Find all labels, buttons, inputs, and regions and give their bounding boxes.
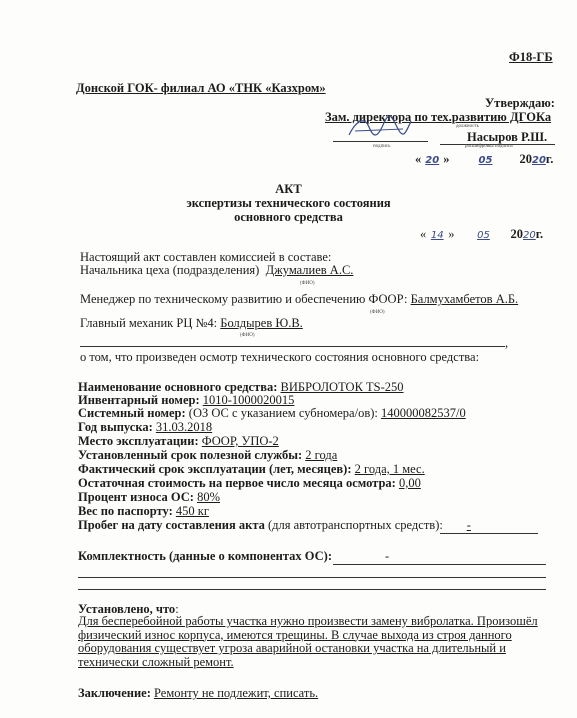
commission-member-3: Главный механик РЦ №4: Болдырев Ю.В. <box>80 316 303 330</box>
commission-member-1-caption: (ФИО) <box>300 281 315 286</box>
act-date-year-prefix: 20 <box>510 227 523 241</box>
approval-date-year-prefix: 20 <box>519 152 532 166</box>
asset-residual-row: Остаточная стоимость на первое число месяца осмотра: 0,00 <box>78 476 421 490</box>
act-date: « 14 » 05 2020г. <box>420 227 544 241</box>
form-code: Ф18-ГБ <box>509 50 553 64</box>
commission-member-1-name: Джумалиев А.С. <box>265 263 354 277</box>
act-subtitle-2: основного средства <box>234 210 343 224</box>
asset-year-value: 31.03.2018 <box>155 420 213 434</box>
commission-member-1: Начальника цеха (подразделения) Джумалиев А.С. <box>80 263 354 277</box>
commission-member-2-caption: (ФИО) <box>370 310 385 315</box>
asset-system-value: 140000082537/0 <box>381 406 466 420</box>
asset-mileage-row: Пробег на дату составления акта (для автотранспортных средств): - <box>78 518 495 533</box>
asset-inventory-row: Инвентарный номер: 1010-1000020015 <box>78 393 295 407</box>
name-caption: расшифровка подписи <box>465 144 513 149</box>
commission-member-3-caption: (ФИО) <box>240 333 255 338</box>
approval-position-caption: должность <box>456 124 479 129</box>
asset-year-row: Год выпуска: 31.03.2018 <box>78 420 213 434</box>
established-text: Для бесперебойной работы участка нужно произвести замену вибролатка. Произошёл физический износ корпуса, имеются трещины. В случае выхода из строя данного оборудования существует угроза аварийной остановки участка на длительный и технически сложный ремонт. <box>78 614 538 669</box>
approval-date-month: 05 <box>478 155 493 166</box>
commission-intro: Настоящий акт составлен комиссией в составе: <box>80 250 332 264</box>
act-date-month: 05 <box>477 230 490 241</box>
organization-name: Донской ГОК- филиал АО «ТНК «Казхром» <box>76 81 326 95</box>
commission-member-3-name: Болдырев Ю.В. <box>220 316 303 330</box>
approval-name: Насыров Р.Ш. <box>467 130 548 144</box>
commission-member-2: Менеджер по техническому развитию и обеспечению ФООР: Балмухамбетов А.Б. <box>80 292 519 306</box>
act-date-day: 14 <box>430 230 444 241</box>
conclusion-value: Ремонту не подлежит, списать. <box>153 686 319 700</box>
conclusion-row: Заключение: Ремонту не подлежит, списать. <box>78 686 319 700</box>
completeness-value: - <box>385 549 390 563</box>
asset-actual-value: 2 года, 1 мес. <box>354 462 425 476</box>
asset-mileage-value: - <box>466 518 471 532</box>
asset-wear-row: Процент износа ОС: 80% <box>78 490 221 504</box>
asset-weight-row: Вес по паспорту: 450 кг <box>78 504 209 518</box>
asset-weight-value: 450 кг <box>175 504 209 518</box>
approval-date-year-suffix: 20 <box>532 155 546 166</box>
approval-position: Зам. директора по тех.развитию ДГОКа <box>325 110 552 124</box>
approval-signature <box>345 113 415 143</box>
asset-life-row: Установленный срок полезной службы: 2 года <box>78 448 338 462</box>
act-title: АКТ <box>275 182 302 196</box>
asset-actual-row: Фактический срок эксплуатации (лет, месяцев): 2 года, 1 мес. <box>78 462 425 476</box>
asset-name-row: Наименование основного средства: ВИБРОЛОТОК TS-250 <box>78 380 404 394</box>
completeness-row: Комплектность (данные о компонентах ОС): <box>78 549 333 563</box>
act-date-suffix: г. <box>535 227 544 241</box>
asset-system-row: Системный номер: (ОЗ ОС с указанием субномера/ов): 140000082537/0 <box>78 406 466 420</box>
asset-name-value: ВИБРОЛОТОК TS-250 <box>280 380 404 394</box>
asset-life-value: 2 года <box>305 448 338 462</box>
commission-member-2-name: Балмухамбетов А.Б. <box>410 292 519 306</box>
asset-wear-value: 80% <box>197 490 221 504</box>
asset-place-value: ФООР, УПО-2 <box>201 434 279 448</box>
approval-date: « 20 » 05 2020г. <box>415 152 554 166</box>
approval-heading: Утверждаю: <box>485 96 555 110</box>
asset-residual-value: 0,00 <box>398 476 421 490</box>
signature-caption: подпись <box>373 144 391 149</box>
established-label-row: Установлено, что: <box>78 602 179 616</box>
approval-date-day: 20 <box>425 155 440 166</box>
asset-place-row: Место эксплуатации: ФООР, УПО-2 <box>78 434 279 448</box>
approval-date-suffix: г. <box>545 152 554 166</box>
asset-inventory-value: 1010-1000020015 <box>202 393 295 407</box>
commission-outro: о том, что произведен осмотр технического состояния основного средства: <box>80 350 480 364</box>
act-date-year-suffix: 20 <box>523 230 536 241</box>
act-subtitle-1: экспертизы технического состояния <box>186 196 391 210</box>
